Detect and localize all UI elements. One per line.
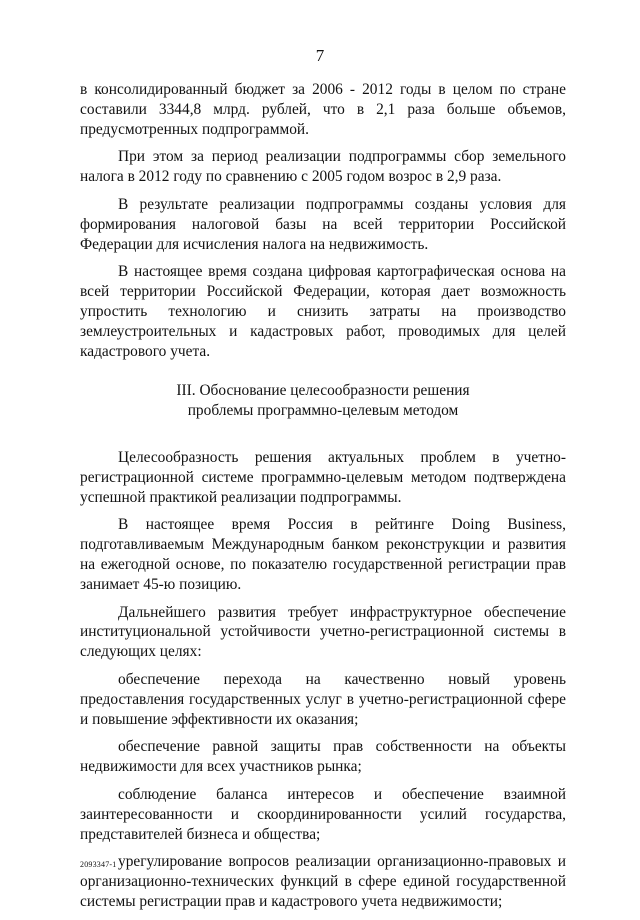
list-item: обеспечение равной защиты прав собственности на объекты недвижимости для всех участников рынка; <box>80 738 566 776</box>
paragraph: В настоящее время создана цифровая картографическая основа на всей территории Российской Федерации, которая дает возможность упростить технологию и снизить затраты на производство землеустроительных и кадастровых работ, проводимых для целей кадастрового учета. <box>80 263 566 360</box>
section-heading <box>80 381 566 421</box>
paragraph: Дальнейшего развития требует инфраструктурное обеспечение институциональной устойчивости учетно-регистрационной системы в следующих целях: <box>80 603 566 661</box>
body-text <box>80 80 566 920</box>
list-item: урегулирование вопросов реализации организационно-правовых и организационно-технических функций в сфере единой государственной системы регистрации прав и кадастрового учета недвижимости; <box>80 853 566 910</box>
paragraph: Целесообразность решения актуальных проблем в учетно-регистрационной системе программно-целевым методом подтверждена успешной практикой реализации подпрограммы. <box>80 448 566 506</box>
document-code: 2093347-1 <box>80 860 117 869</box>
paragraph: В настоящее время Россия в рейтинге Doing Business, подготавливаемым Международным банком реконструкции и развития на ежегодной основе, по показателю государственной регистрации прав занимает 45-ю позицию. <box>80 516 566 593</box>
section-heading-line: III. Обоснование целесообразности решения <box>176 382 470 400</box>
paragraph: При этом за период реализации подпрограммы сбор земельного налога в 2012 году по сравнению с 2005 годом возрос в 2,9 раза. <box>80 148 566 186</box>
page-number: 7 <box>315 46 325 65</box>
list-item: обеспечение перехода на качественно новый уровень предоставления государственных услуг в учетно-регистрационной сфере и повышение эффективности их оказания; <box>80 670 566 728</box>
paragraph: в консолидированный бюджет за 2006 - 2012 годы в целом по стране составили 3344,8 млрд. рублей, что в 2,1 раза больше объемов, предусмотренных подпрограммой. <box>80 81 566 138</box>
paragraph: В результате реализации подпрограммы созданы условия для формирования налоговой базы на всей территории Российской Федерации для исчисления налога на недвижимость. <box>80 195 566 253</box>
section-heading-line: проблемы программно-целевым методом <box>187 402 459 420</box>
list-item: соблюдение баланса интересов и обеспечение взаимной заинтересованности и скоординированности усилий государства, представителей бизнеса и общества; <box>80 785 566 843</box>
